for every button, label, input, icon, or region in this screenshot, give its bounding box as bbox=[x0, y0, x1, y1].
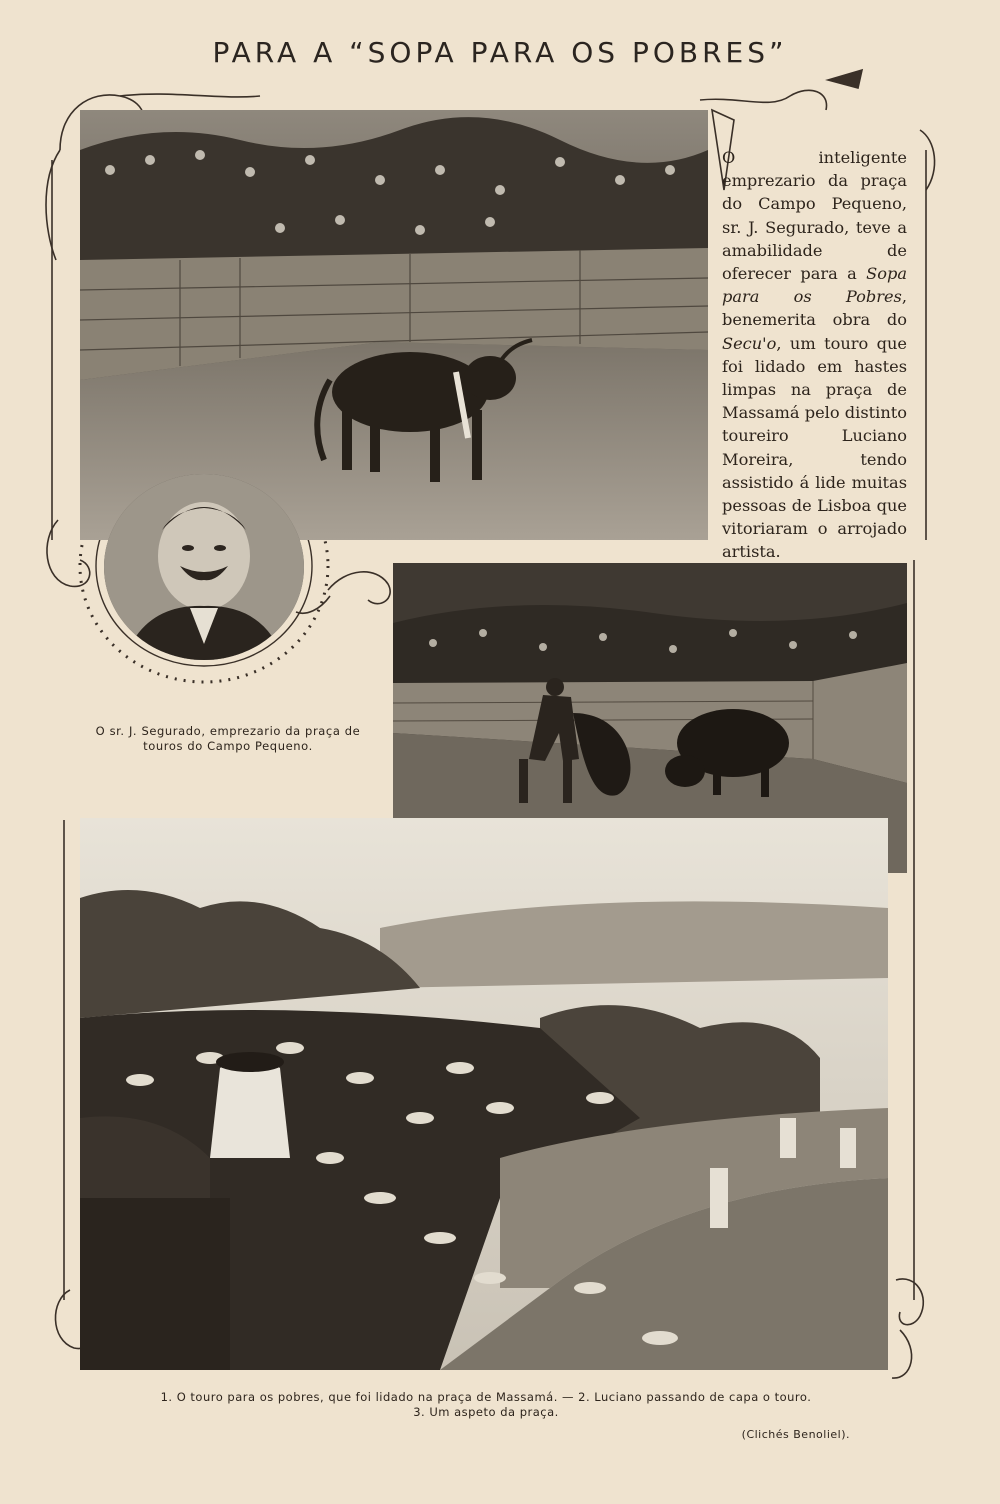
photos-caption bbox=[80, 1390, 892, 1420]
photo-arena-crowd bbox=[80, 818, 888, 1370]
article-emphasis: Sopa para os Pobres bbox=[722, 264, 907, 307]
portrait-caption: O sr. J. Segurado, emprezario da praça de touros do Campo Pequeno. bbox=[95, 724, 361, 753]
article-emphasis: Secu'o bbox=[722, 333, 777, 353]
article-text bbox=[722, 146, 907, 564]
photo-bull-arena bbox=[80, 110, 708, 540]
portrait-photo bbox=[104, 474, 304, 660]
article-text-part: , um touro que foi lidado em hastes limpas na praça de Massamá pelo distinto toureiro Luciano Moreira, tendo assistido á lide muitas pessoas de Lisboa que vitoriaram o arrojado artista. bbox=[722, 333, 907, 562]
photos-caption-line-2: 3. Um aspeto da praça. bbox=[413, 1405, 559, 1419]
page-title: PARA A “SOPA PARA OS POBRES” bbox=[212, 36, 788, 69]
photo-credit: (Clichés Benoliel). bbox=[741, 1428, 850, 1441]
article-text-part: O inteligente emprezario da praça do Campo Pequeno, sr. J. Segurado, teve a amabilidade de oferecer para a bbox=[722, 148, 907, 284]
article-text-part: , benemerita obra do bbox=[722, 287, 907, 330]
photos-caption-line-1: 1. O touro para os pobres, que foi lidado na praça de Massamá. — 2. Luciano passando de capa o touro. bbox=[160, 1390, 812, 1404]
